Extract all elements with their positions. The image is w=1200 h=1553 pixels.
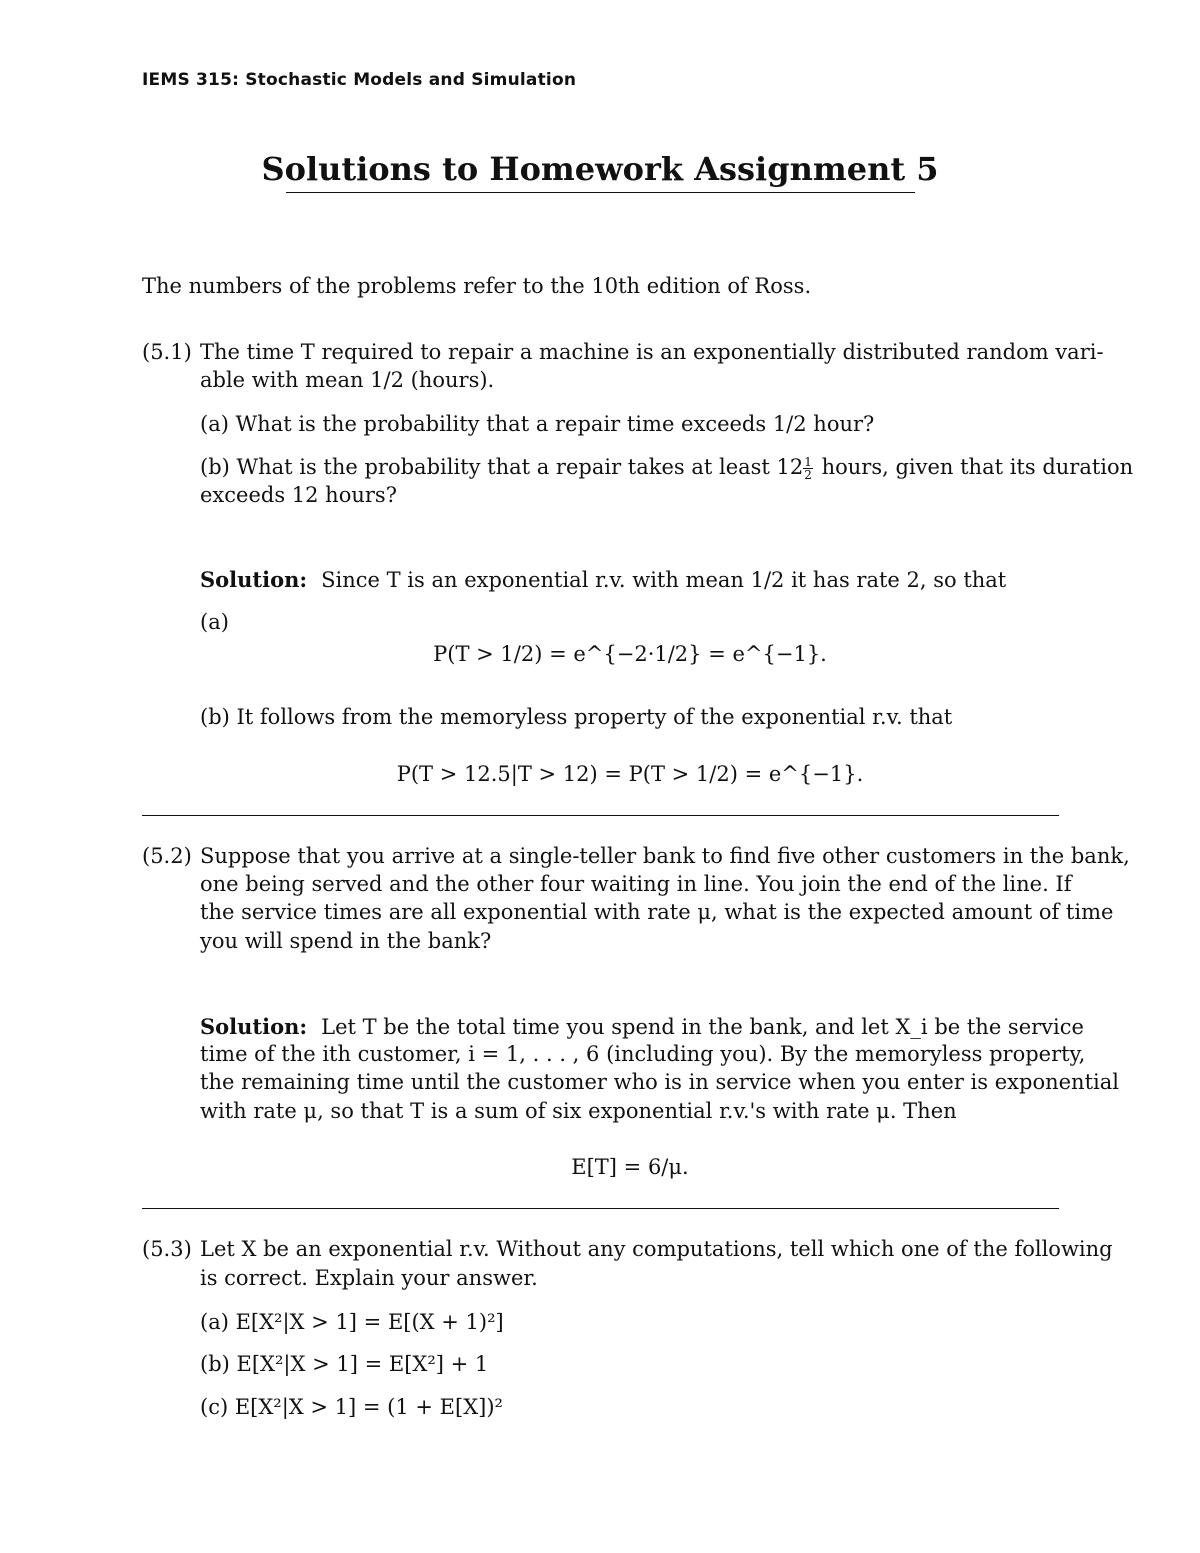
problem-number: (5.1) (142, 340, 192, 364)
solution-label: Solution: (200, 1014, 308, 1039)
question-line: The time T required to repair a machine is an exponentially distributed random vari- (200, 340, 1104, 364)
solution-line: time of the ith customer, i = 1, . . . , 6 (including you). By the memoryless property, (200, 1042, 1086, 1066)
equation-a: P(T > 1/2) = e^{−2·1/2} = e^{−1}. (433, 642, 827, 666)
question-line: Let X be an exponential r.v. Without any computations, tell which one of the following (200, 1237, 1113, 1261)
option-b: (b) E[X²|X > 1] = E[X²] + 1 (200, 1352, 489, 1376)
equation: E[T] = 6/μ. (571, 1155, 689, 1179)
course-header: IEMS 315: Stochastic Models and Simulation (142, 70, 577, 90)
question-line: is correct. Explain your answer. (200, 1266, 538, 1290)
question-line: Suppose that you arrive at a single-teller bank to find five other customers in the bank, (200, 844, 1130, 868)
page-title: Solutions to Homework Assignment 5 (261, 150, 939, 188)
solution-line: the remaining time until the customer who is in service when you enter is exponential (200, 1070, 1119, 1094)
problem-number: (5.2) (142, 844, 192, 868)
question-line: able with mean 1/2 (hours). (200, 368, 495, 392)
option-a: (a) E[X²|X > 1] = E[(X + 1)²] (200, 1310, 504, 1334)
solution-line: with rate μ, so that T is a sum of six exponential r.v.'s with rate μ. Then (200, 1099, 957, 1123)
solution-part-b: (b) It follows from the memoryless property of the exponential r.v. that (200, 705, 953, 729)
fraction: $\frac{1}{2}$ (804, 455, 812, 482)
question-line: one being served and the other four waiting in line. You join the end of the line. If (200, 872, 1072, 896)
question-line: you will spend in the bank? (200, 929, 492, 953)
problem-number: (5.3) (142, 1237, 192, 1261)
solution-line: Solution: Let T be the total time you spend in the bank, and let X_i be the service (200, 1014, 1084, 1039)
question-part-b: (b) What is the probability that a repair takes at least 12 $\frac{1}{2}$ hours, given that its duration (200, 455, 1134, 482)
solution-label: Solution: (200, 567, 308, 592)
title-underline (286, 192, 915, 193)
section-divider (142, 1208, 1059, 1209)
question-part-a: (a) What is the probability that a repair time exceeds 1/2 hour? (200, 412, 875, 436)
question-line: the service times are all exponential with rate μ, what is the expected amount of time (200, 900, 1114, 924)
question-part-b-cont: exceeds 12 hours? (200, 483, 397, 507)
intro-text: The numbers of the problems refer to the 10th edition of Ross. (142, 274, 812, 298)
equation-b: P(T > 12.5|T > 12) = P(T > 1/2) = e^{−1}. (396, 762, 864, 786)
solution-line: Solution: Since T is an exponential r.v. with mean 1/2 it has rate 2, so that (200, 567, 1007, 592)
option-c: (c) E[X²|X > 1] = (1 + E[X])² (200, 1395, 503, 1419)
section-divider (142, 815, 1059, 816)
solution-part-a: (a) (200, 610, 229, 634)
